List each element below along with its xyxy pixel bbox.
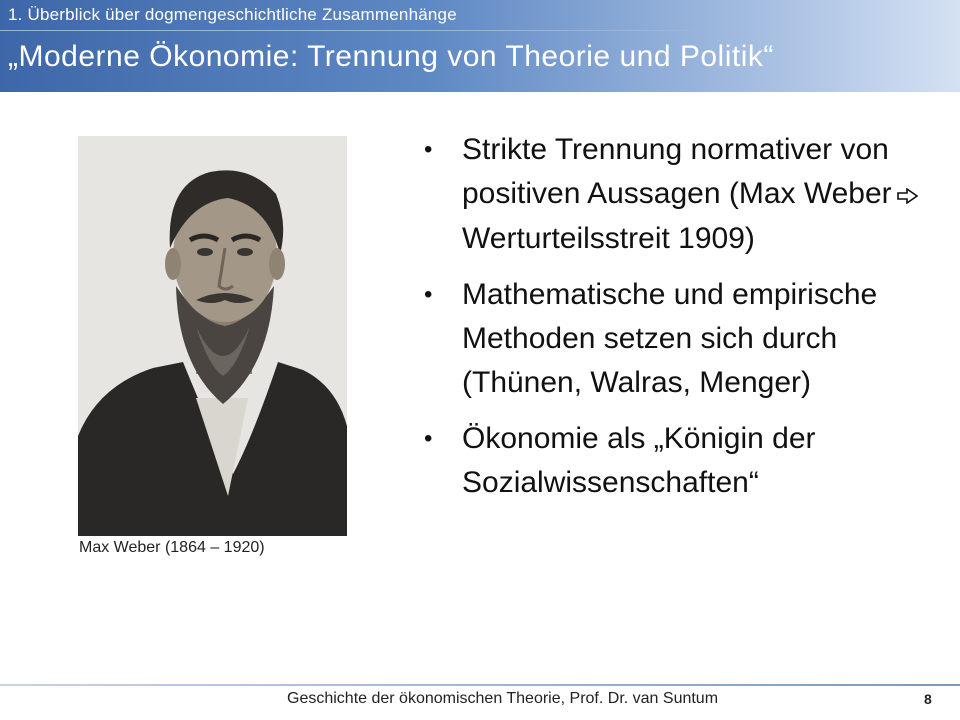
bullet-text: Mathematische und empirische Methoden setzen sich durch (Thünen, Walras, Menger) [462, 278, 878, 400]
bullet-list [424, 128, 924, 517]
page-number: 8 [924, 691, 932, 707]
right-arrow-icon-svg [896, 188, 920, 204]
slide-title: „Moderne Ökonomie: Trennung von Theorie und Politik“ [8, 40, 774, 73]
bullet-item [424, 417, 924, 505]
section-label: 1. Überblick über dogmengeschichtliche Zusammenhänge [8, 5, 457, 24]
portrait-photo-svg [78, 136, 347, 536]
bullet-dot: • [424, 136, 433, 163]
bullet-dot: • [424, 425, 433, 453]
header-divider [0, 30, 700, 31]
footer-divider [0, 684, 960, 686]
portrait-photo [78, 136, 347, 536]
bullet-text: Strikte Trennung normativer von positiven Aussagen (Max Weber [462, 133, 892, 210]
bullet-text: Ökonomie als „Königin der Sozialwissenschaften“ [462, 422, 816, 500]
bullet-text-continued: Werturteilsstreit 1909) [462, 222, 755, 256]
portrait-caption: Max Weber (1864 – 1920) [79, 539, 265, 556]
footer-text: Geschichte der ökonomischen Theorie, Prof. Dr. van Suntum [287, 690, 719, 707]
bullet-item [424, 128, 924, 261]
right-arrow-icon [896, 173, 920, 217]
bullet-item [424, 273, 924, 405]
bullet-dot: • [424, 281, 433, 309]
